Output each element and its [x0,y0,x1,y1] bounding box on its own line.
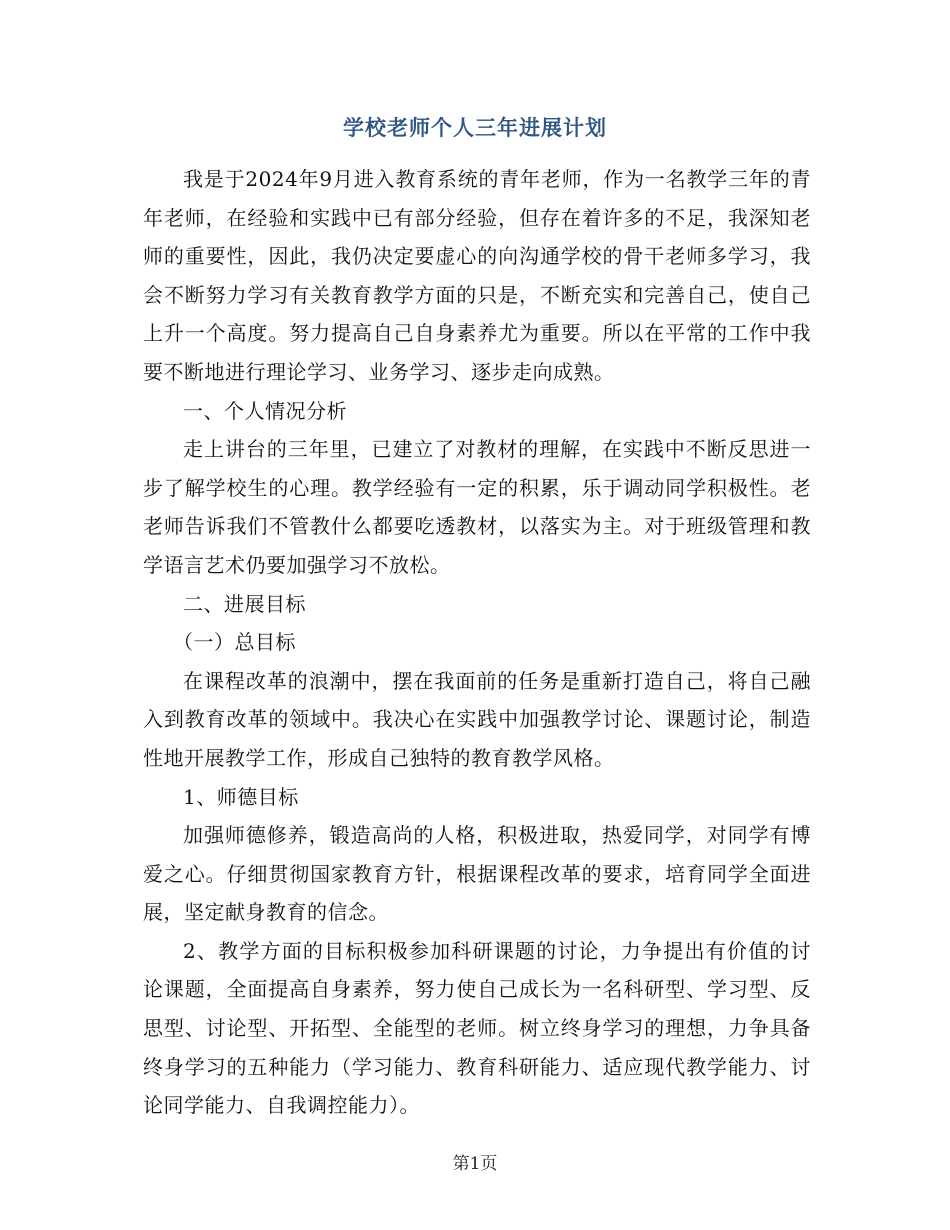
document-body [143,160,811,1125]
subsection-heading-overall-goal: （一）总目标 [173,630,296,655]
section-heading-goals: 二、进展目标 [183,591,306,616]
item-heading-ethics: 1、师德目标 [183,784,299,809]
page-number: 第1页 [452,1154,498,1174]
ethics-paragraph: 加强师德修养，锻造高尚的人格，积极进取，热爱同学，对同学有博爱之心。仔细贯彻国家教育方针，根据课程改革的要求，培育同学全面进展，坚定献身教育的信念。 [143,823,811,925]
intro-paragraph: 我是于2024年9月进入教育系统的青年老师，作为一名教学三年的青年老师，在经验和实践中已有部分经验，但存在着许多的不足，我深知老师的重要性，因此，我仍决定要虚心的向沟通学校的骨干老师多学习，我会不断努力学习有关教育教学方面的只是，不断充实和完善自己，使自己上升一个高度。努力提高自己自身素养尤为重要。所以在平常的工作中我要不断地进行理论学习、业务学习、逐步走向成熟。 [143,167,811,384]
document-title: 学校老师个人三年进展计划 [343,116,607,140]
analysis-paragraph: 走上讲台的三年里，已建立了对教材的理解，在实践中不断反思进一步了解学校生的心理。教学经验有一定的积累，乐于调动同学积极性。老老师告诉我们不管教什么都要吃透教材，以落实为主。对于班级管理和教学语言艺术仍要加强学习不放松。 [143,437,811,577]
teaching-goal-paragraph: 2、教学方面的目标积极参加科研课题的讨论，力争提出有价值的讨论课题，全面提高自身素养，努力使自己成长为一名科研型、学习型、反思型、讨论型、开拓型、全能型的老师。树立终身学习的理想，力争具备终身学习的五种能力（学习能力、教育科研能力、适应现代教学能力、讨论同学能力、自我调控能力）。 [143,938,811,1118]
section-heading-analysis: 一、个人情况分析 [183,398,347,423]
overall-goal-paragraph: 在课程改革的浪潮中，摆在我面前的任务是重新打造自己，将自己融入到教育改革的领域中。我决心在实践中加强教学讨论、课题讨论，制造性地开展教学工作，形成自己独特的教育教学风格。 [143,668,811,770]
